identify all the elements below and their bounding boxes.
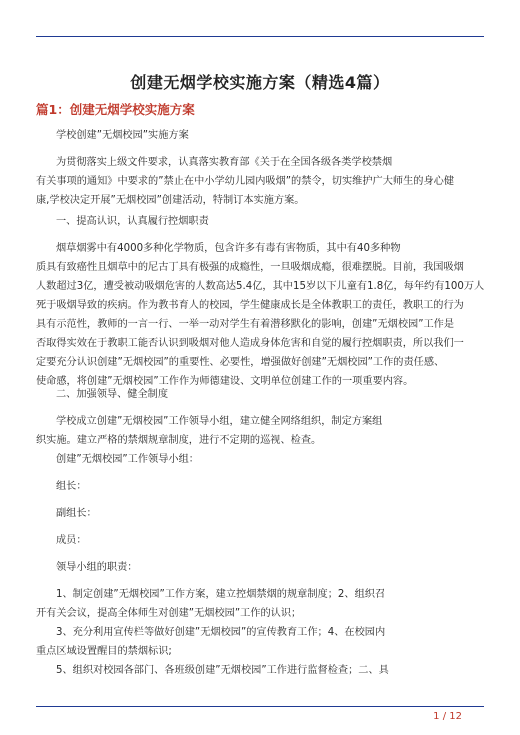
heading-2: 二、加强领导、健全制度	[56, 389, 169, 400]
paragraph-line: 烟草烟雾中有4000多种化学物质，包含许多有毒有害物质，其中有40多种物	[56, 243, 401, 254]
duty-5-paragraph	[36, 661, 468, 680]
members-label: 成员：	[56, 535, 87, 546]
paragraph-line: 具有示范性，教师的一言一行、一举一动对学生有着潜移默化的影响，创建”无烟校园”工作是	[36, 319, 455, 330]
duty-line: 5、组织对校园各部门、各班级创建”无烟校园”工作进行监督检查；二、具	[56, 665, 389, 676]
duty-line: 3、充分利用宣传栏等做好创建”无烟校园”的宣传教育工作；4、在校园内	[56, 627, 386, 638]
paragraph-line: 定要充分认识创建”无烟校园”的重要性、必要性，增强做好创建”无烟校园”工作的责任感、	[36, 357, 445, 368]
duties-title: 领导小组的职责：	[56, 562, 138, 573]
paragraph-line: 使命感，将创建”无烟校园”工作作为师德建设、文明单位创建工作的一项重要内容。	[36, 376, 414, 387]
paragraph-line: 质具有致癌性且烟草中的尼古丁具有极强的成瘾性，一旦吸烟成瘾，很难摆脱。目前，我国吸烟	[36, 262, 464, 273]
duty-line: 重点区域设置醒目的禁烟标识;	[36, 646, 172, 657]
section-heading: 篇1：创建无烟学校实施方案	[36, 102, 195, 117]
intro-line: 康,学校决定开展”无烟校园”创建活动，特制订本实施方案。	[36, 195, 305, 206]
members-paragraph	[36, 531, 468, 550]
paragraph-line: 人数超过3亿，遭受被动吸烟危害的人数高达5.4亿，其中15岁以下儿童有1.8亿，每年约有100万人	[36, 281, 485, 292]
subtitle: 学校创建”无烟校园”实施方案	[56, 130, 189, 141]
heading-1-paragraph	[36, 212, 468, 231]
duties-title-paragraph	[36, 558, 468, 577]
paragraph-1	[36, 239, 485, 391]
vice-leader-paragraph	[36, 504, 468, 523]
paragraph-line: 否取得实效在于教职工能否认识到吸烟对他人造成身体危害和自觉的履行控烟职责，所以我们一	[36, 338, 464, 349]
duty-1-paragraph	[36, 585, 468, 623]
page-number: 1 / 12	[433, 711, 462, 722]
paragraph-line: 织实施。建立严格的禁烟规章制度，进行不定期的巡视、检查。	[36, 435, 322, 446]
group-title-paragraph	[36, 450, 468, 469]
intro-line: 为贯彻落实上级文件要求，认真落实教育部《关于在全国各级各类学校禁烟	[56, 157, 393, 168]
heading-1: 一、提高认识，认真履行控烟职责	[56, 216, 209, 227]
document-title: 创建无烟学校实施方案（精选4篇）	[130, 73, 390, 92]
heading-2-paragraph	[36, 385, 468, 404]
intro-paragraph	[36, 153, 468, 210]
vice-leader-label: 副组长：	[56, 508, 97, 519]
duty-line: 开有关会议，提高全体师生对创建”无烟校园”工作的认识；	[36, 608, 302, 619]
duty-3-paragraph	[36, 623, 468, 661]
leader-paragraph	[36, 477, 468, 496]
paragraph-2	[36, 412, 468, 450]
group-title: 创建”无烟校园”工作领导小组：	[56, 454, 199, 465]
intro-line: 有关事项的通知》中要求的”禁止在中小学幼儿园内吸烟”的禁令，切实维护广大师生的身心健	[36, 176, 455, 187]
header-rule	[36, 36, 484, 37]
duty-line: 1、制定创建”无烟校园”工作方案，建立控烟禁烟的规章制度；2、组织召	[56, 589, 386, 600]
subtitle-paragraph	[36, 126, 468, 145]
paragraph-line: 死于吸烟导致的疾病。作为教书育人的校园，学生健康成长是全体教职工的责任，教职工的行为	[36, 300, 464, 311]
paragraph-line: 学校成立创建”无烟校园”工作领导小组，建立健全网络组织，制定方案组	[56, 416, 383, 427]
leader-label: 组长：	[56, 481, 87, 492]
footer-rule	[36, 706, 484, 707]
